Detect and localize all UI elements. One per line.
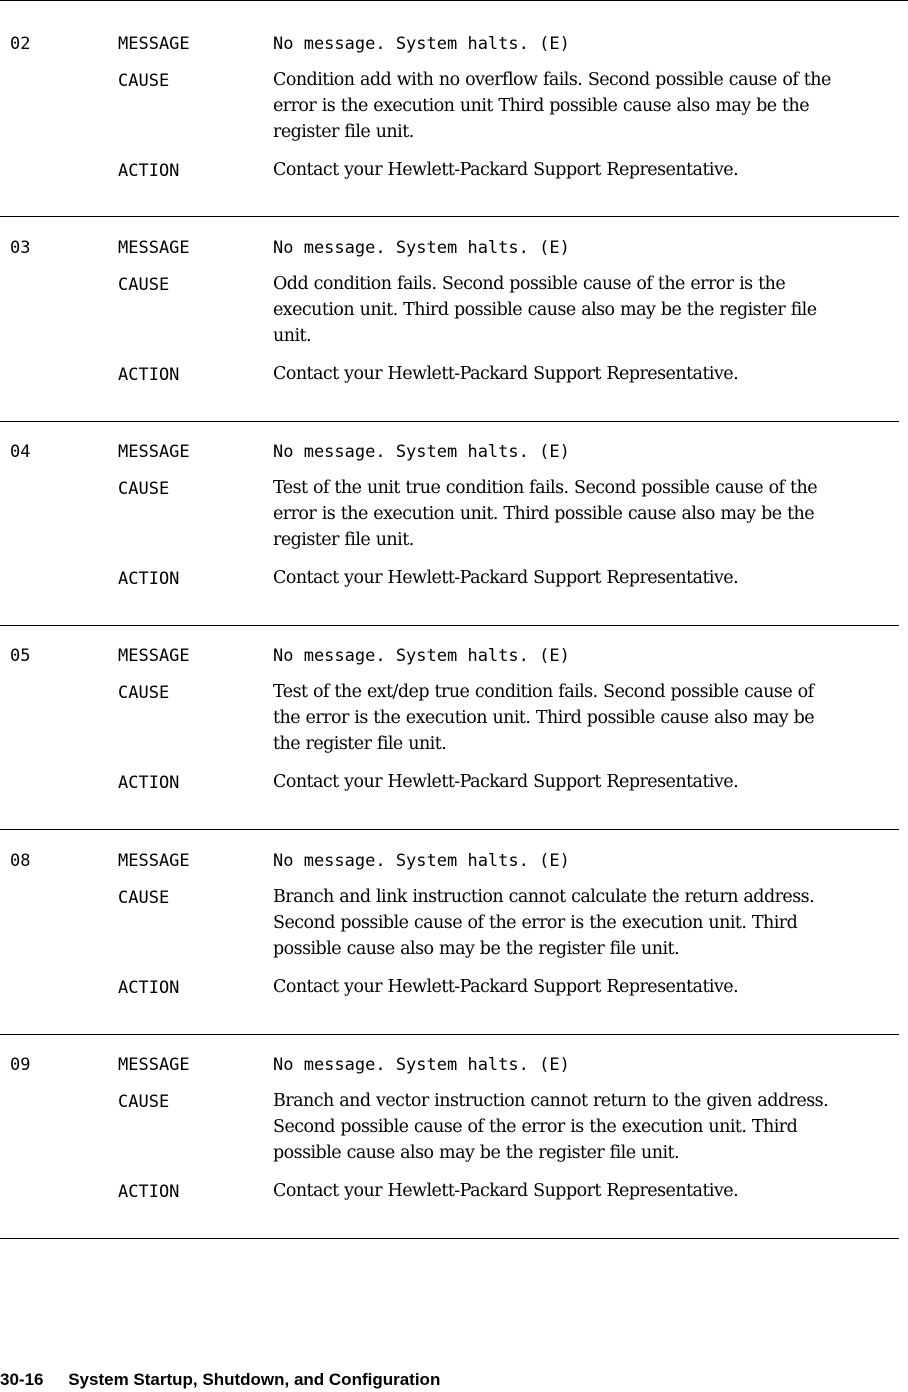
- error-entry: [0, 0, 908, 204]
- action-label: ACTION: [118, 1182, 180, 1202]
- action-label: ACTION: [118, 161, 180, 181]
- entry-divider: [0, 1238, 899, 1239]
- cause-text: Branch and vector instruction cannot return to the given address. Second possible cause of the error is the execution unit. Third possible cause also may be the register file unit.: [273, 1091, 829, 1163]
- message-label: MESSAGE: [118, 34, 190, 54]
- action-label: ACTION: [118, 773, 180, 793]
- error-entry: [0, 612, 908, 816]
- page-number: 30-16: [0, 1370, 44, 1389]
- error-code: 09: [10, 1055, 31, 1075]
- error-entry: [0, 408, 908, 612]
- action-label: ACTION: [118, 365, 180, 385]
- cause-text: Test of the unit true condition fails. Second possible cause of the error is the execution unit. Third possible cause also may be the register file unit.: [273, 478, 818, 550]
- message-text: No message. System halts. (E): [273, 238, 570, 258]
- action-label: ACTION: [118, 569, 180, 589]
- action-text: Contact your Hewlett-Packard Support Representative.: [273, 1181, 739, 1201]
- cause-label: CAUSE: [118, 275, 170, 295]
- error-code: 04: [10, 442, 31, 462]
- message-text: No message. System halts. (E): [273, 851, 570, 871]
- cause-text: Test of the ext/dep true condition fails. Second possible cause of the error is the execution unit. Third possible cause also may be the register file unit.: [273, 682, 815, 754]
- cause-text: Condition add with no overflow fails. Second possible cause of the error is the execution unit Third possible cause also may be the register file unit.: [273, 70, 831, 142]
- message-text: No message. System halts. (E): [273, 646, 570, 666]
- cause-label: CAUSE: [118, 71, 170, 91]
- action-text: Contact your Hewlett-Packard Support Representative.: [273, 977, 739, 997]
- error-entry: [0, 204, 908, 408]
- cause-label: CAUSE: [118, 1092, 170, 1112]
- action-text: Contact your Hewlett-Packard Support Representative.: [273, 364, 739, 384]
- error-code: 08: [10, 851, 31, 871]
- cause-label: CAUSE: [118, 479, 170, 499]
- cause-text: Odd condition fails. Second possible cause of the error is the execution unit. Third possible cause also may be the register file unit.: [273, 274, 817, 346]
- message-label: MESSAGE: [118, 238, 190, 258]
- message-text: No message. System halts. (E): [273, 442, 570, 462]
- section-title: System Startup, Shutdown, and Configuration: [68, 1370, 441, 1389]
- message-label: MESSAGE: [118, 851, 190, 871]
- page-footer: [0, 1370, 440, 1390]
- message-label: MESSAGE: [118, 646, 190, 666]
- cause-label: CAUSE: [118, 888, 170, 908]
- action-text: Contact your Hewlett-Packard Support Representative.: [273, 772, 739, 792]
- error-code: 03: [10, 238, 31, 258]
- error-entry: [0, 817, 908, 1021]
- error-entry: [0, 1021, 908, 1225]
- error-code: 02: [10, 34, 31, 54]
- message-label: MESSAGE: [118, 1055, 190, 1075]
- error-code: 05: [10, 646, 31, 666]
- action-label: ACTION: [118, 978, 180, 998]
- action-text: Contact your Hewlett-Packard Support Representative.: [273, 160, 739, 180]
- message-label: MESSAGE: [118, 442, 190, 462]
- message-text: No message. System halts. (E): [273, 34, 570, 54]
- cause-label: CAUSE: [118, 683, 170, 703]
- action-text: Contact your Hewlett-Packard Support Representative.: [273, 568, 739, 588]
- cause-text: Branch and link instruction cannot calculate the return address. Second possible cause of the error is the execution unit. Third possible cause also may be the register file unit.: [273, 887, 815, 959]
- message-text: No message. System halts. (E): [273, 1055, 570, 1075]
